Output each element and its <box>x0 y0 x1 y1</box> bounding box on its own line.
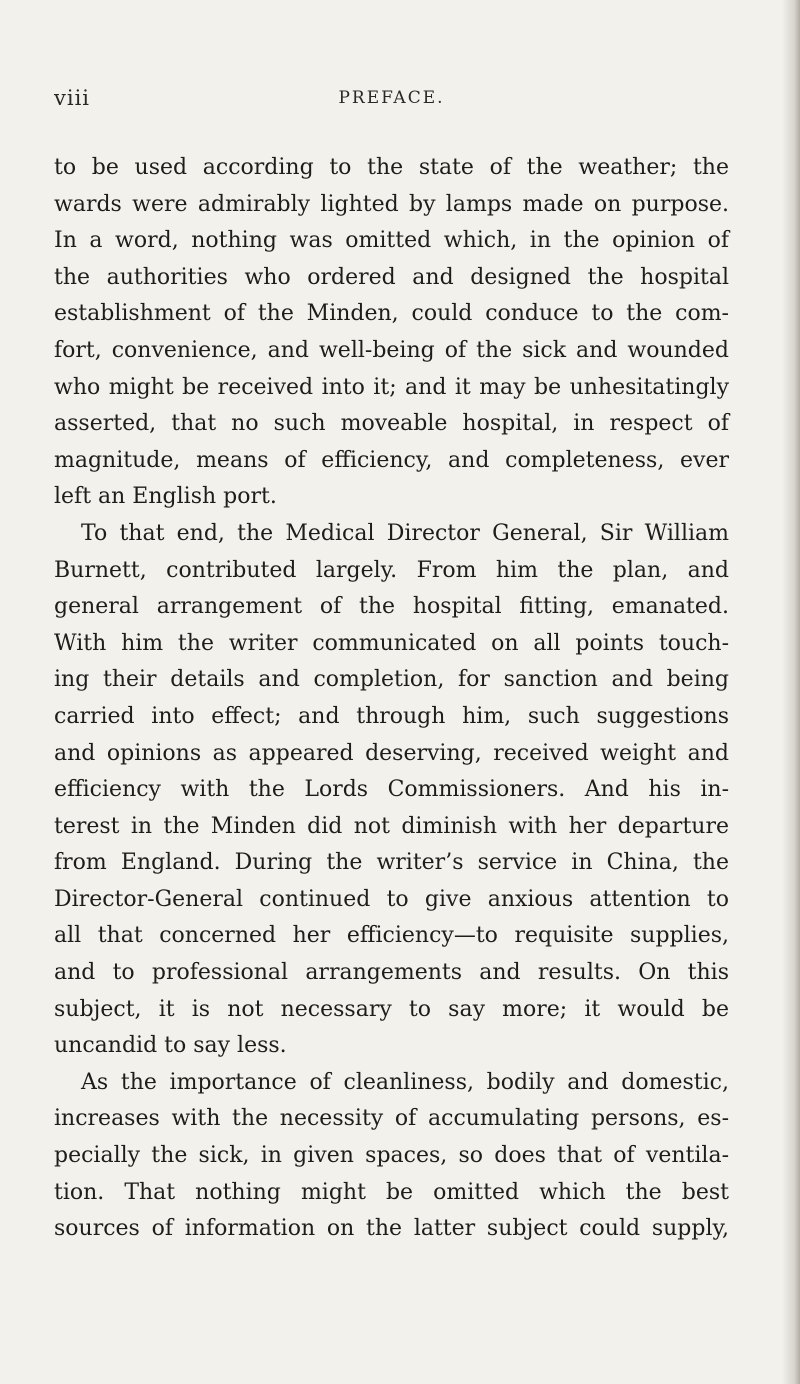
text-line: efficiency with the Lords Commissioners. And his in- <box>54 777 729 803</box>
text-line: left an English port. <box>54 484 277 510</box>
text-line: wards were admirably lighted by lamps made on purpose. <box>54 191 729 217</box>
text-line: magnitude, means of efficiency, and completeness, ever <box>54 447 729 473</box>
text-line: to be used according to the state of the weather; the <box>54 155 729 180</box>
text-line: As the importance of cleanliness, bodily and domestic, <box>81 1069 729 1095</box>
text-line: from England. During the writer’s service in China, the <box>54 850 729 876</box>
text-line: pecially the sick, in given spaces, so does that of ventila- <box>54 1143 729 1169</box>
text-line: fort, convenience, and well-being of the sick and wounded <box>54 337 729 363</box>
text-line: Burnett, contributed largely. From him the plan, and <box>54 557 729 583</box>
text-line: and opinions as appeared deserving, received weight and <box>54 740 729 766</box>
text-line: tion. That nothing might be omitted which the best <box>54 1179 729 1205</box>
text-line: uncandid to say less. <box>54 1033 287 1059</box>
text-line: all that concerned her efficiency—to requisite supplies, <box>54 923 729 949</box>
text-line: and to professional arrangements and results. On this <box>54 960 729 986</box>
text-line: terest in the Minden did not diminish with her departure <box>54 813 729 839</box>
page-edge-shadow <box>782 0 800 1384</box>
text-line: asserted, that no such moveable hospital, in respect of <box>54 411 729 437</box>
text-line: general arrangement of the hospital fitting, emanated. <box>54 594 729 620</box>
text-line: sources of information on the latter subject could supply, <box>54 1216 729 1242</box>
text-line: increases with the necessity of accumulating persons, es- <box>54 1106 729 1132</box>
text-line: In a word, nothing was omitted which, in the opinion of <box>54 228 729 254</box>
text-line: To that end, the Medical Director General, Sir William <box>81 520 729 546</box>
text-line: the authorities who ordered and designed the hospital <box>54 264 729 290</box>
running-head <box>54 86 729 114</box>
page-number: viii <box>54 86 91 110</box>
text-line: who might be received into it; and it may be unhesitatingly <box>54 374 729 400</box>
running-head-title: PREFACE. <box>338 88 445 108</box>
text-line: establishment of the Minden, could conduce to the com- <box>54 301 729 327</box>
text-line: carried into effect; and through him, such suggestions <box>54 703 729 729</box>
body-text <box>54 150 729 1248</box>
text-line: subject, it is not necessary to say more; it would be <box>54 996 729 1022</box>
text-line: Director-General continued to give anxious attention to <box>54 886 729 912</box>
text-line: ing their details and completion, for sanction and being <box>54 667 729 693</box>
text-line: With him the writer communicated on all points touch- <box>54 630 729 656</box>
